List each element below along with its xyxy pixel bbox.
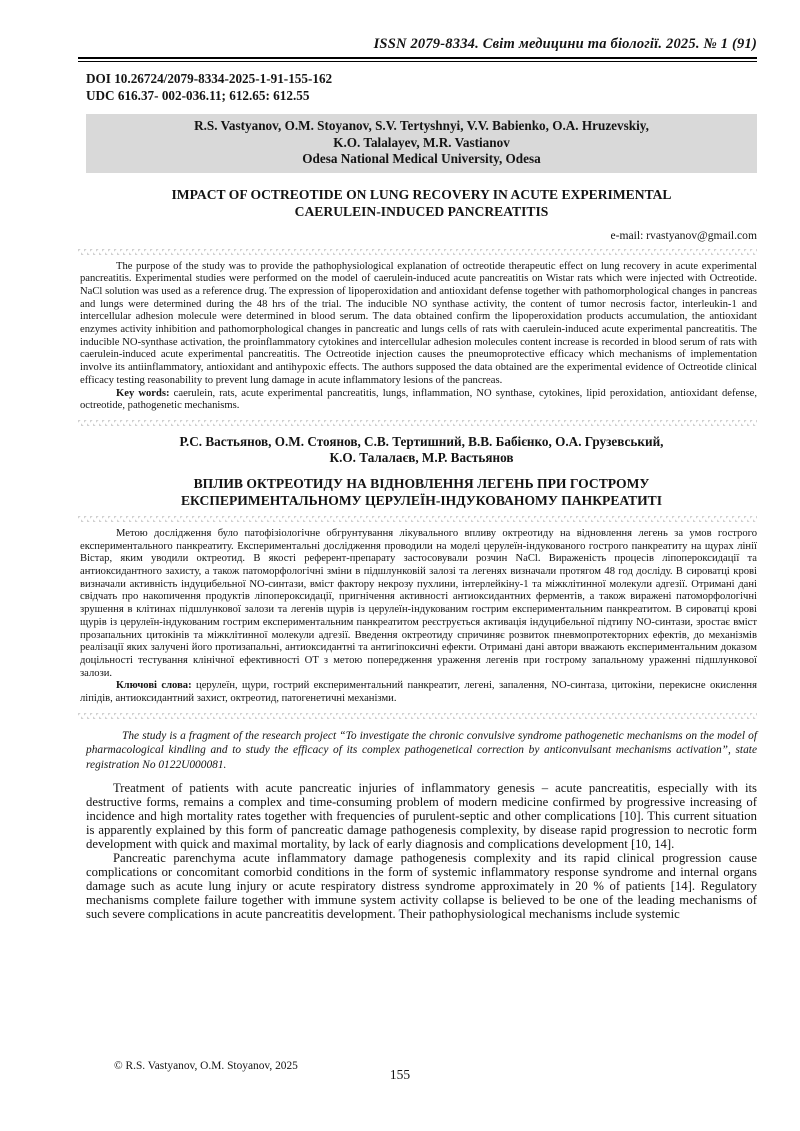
- authors-ua: [86, 434, 757, 467]
- zigzag-divider: [78, 516, 757, 522]
- research-project-note-text: The study is a fragment of the research project “To investigate the chronic convulsive syndrome pathogenetic mechanisms on the model of pharmacological kindling and to study the efficacy of its complex pathogenetical correction by anticonvulsant mechanisms activation”, state registration No 0122U000081.: [86, 729, 757, 771]
- email-line: e-mail: rvastyanov@gmail.com: [610, 228, 757, 242]
- affiliation: Odesa National Medical University, Odesa: [302, 151, 541, 166]
- article-title-en-line1: IMPACT OF OCTREOTIDE ON LUNG RECOVERY IN ACUTE EXPERIMENTAL: [171, 186, 672, 202]
- doi-udc-block: [86, 71, 757, 104]
- abstract-ua-text: Метою дослідження було патофізіологічне обгрунтування лікувального впливу октреотиду на відновлення легень за умов гострого експериментального панкреатиту. Експериментальні дослідження проводили на моделі церулеїн-індукованого гострого панкреатиту на щурах лінії Вістар, яким уводили октреотид. В якості референт-препарату застосовували розчин NaCl. Вираженість процесів ліпопероксидації та антиоксидантного захисту, а також патоморфологічні зміни в підшлунковій залозі та легенях визначали протягом 48 год досліду. В сироватці крові визначали активність індуцибельної NO-синтази, вміст фактору некрозу пухлини, інтерлейкіну-1 та міжклітинної молекули адгезії. Отримані дані свідчать про накопичення продуктів ліпопероксидації, пригнічення активності антиоксидантних ферментів, а також виражені патоморфологічні зрушення в клітинах підшлункової залози та легенів щурів із церулеїн-індукованим гострим експериментальним панкреатитом. В сироватці крові щурів із церулеїн-індукованим гострим експериментальним панкреатитом реєструється активація індуцибельної підтипу NO-синтази, зростає вміст прозапальних цитокінів та міжклітинної молекули адгезії. Введення октреотиду спричиняє розвиток пневмопротекторних ефектів, до механізмів реалізації яких залучені його протизапальні, антиоксидантні та антигіпоксичні ефекти. Отримані дані автори вважають експериментальним доказом доцільності тестування клінічної ефективності ОТ з метою попередження ураження легенів при гострому запальному ураженні підшлункової залози.: [80, 527, 757, 679]
- keywords-en: [80, 388, 757, 413]
- research-project-note: [86, 729, 757, 773]
- keywords-en-text: caerulein, rats, acute experimental pancreatitis, lungs, inflammation, NO synthase, cytokines, lipid peroxidation, antioxidant defense, octreotide, pathogenetic mechanisms.: [80, 387, 757, 412]
- abstract-en: [80, 261, 757, 413]
- zigzag-divider: [78, 713, 757, 719]
- keywords-ua-label: Ключові слова:: [116, 680, 192, 692]
- header-rule-thick: [78, 57, 757, 59]
- keywords-ua: [80, 680, 757, 705]
- page-footer: [0, 1058, 800, 1088]
- body-paragraph-1: Treatment of patients with acute pancreatic injuries of inflammatory genesis – acute pancreatitis, especially with its destructive forms, remains a complex and time-consuming problem of modern medicine confirmed by progressive increasing of incidence and high mortality rates together with frequencies of purulent-septic and other complications [10]. This current situation is apparently explained by this form of pancreatic damage pathogenesis complexity, by disease rapid progression to necrotic form development with quick and maximal mortality, by lack of early diagnosis and complications development [10, 14].: [86, 780, 757, 851]
- zigzag-divider: [78, 420, 757, 426]
- body-paragraph-2: Pancreatic parenchyma acute inflammatory damage pathogenesis complexity and its rapid clinical progression cause complications or concomitant comorbid conditions in the form of systemic inflammatory response syndrome and internal organs damage such as acute lung injury or acute respiratory distress syndrome approximately in 20 % of patients [14]. Regulatory mechanisms complete failure together with immune system activity collapse is believed to be one of the leading mechanisms of such severe complications in acute pancreatitis development. Their pathophysiological mechanisms include systemic: [86, 850, 757, 921]
- footer-copyright: © R.S. Vastyanov, O.M. Stoyanov, 2025: [114, 1060, 298, 1072]
- journal-issn-header: ISSN 2079-8334. Світ медицини та біології. 2025. № 1 (91): [373, 36, 757, 52]
- article-title-ua-line1: ВПЛИВ ОКТРЕОТИДУ НА ВІДНОВЛЕННЯ ЛЕГЕНЬ ПРИ ГОСТРОМУ: [193, 475, 650, 491]
- zigzag-divider: [78, 249, 757, 255]
- page-number: 155: [389, 1067, 411, 1082]
- authors-banner: [86, 114, 757, 173]
- authors-ua-line1: Р.С. Вастьянов, О.М. Стоянов, С.В. Тертишний, В.В. Бабієнко, О.А. Грузевський,: [179, 433, 664, 449]
- abstract-en-text: The purpose of the study was to provide the pathophysiological explanation of octreotide therapeutic effect on lung recovery in acute experimental pancreatitis. Experimental studies were performed on the model of caerulein-induced acute pancreatitis on Wistar rats which were injected with Octreotide. NaCl solution was used as a reference drug. The expression of lipoperoxidation and antioxidant defense together with pathomorphological changes in pancreas and lungs were determined during the 48 hrs of the trial. The inducible NO synthase activity, the content of tumor necrosis factor, interleukin-1 and intercellular adhesion molecule were determined in blood serum. The data obtained confirm the lipoperoxidation products accumulation, the antioxidant enzymes activity inhibition and pathomorphological changes in pancreatic and lungs cells of rats with caerulein-induced acute experimental pancreatitis. The inducible NO-synthase activation, the proinflammatory cytokines and intercellular adhesion molecules content increase is recorded in blood serum of rats with caerulein-induced acute experimental pancreatitis. The Octreotide injection causes the pneumoprotective efficacy which mechanisms of implementation involve its antiinflammatory, antioxidant and antihypoxic effects. The authors supposed the data obtained are the experimental evidence of Octreotide clinical efficacy testing reasonability to prevent lung damage in acute inflammatory lesions of the pancreas.: [80, 260, 757, 386]
- article-title-ua-line2: ЕКСПЕРИМЕНТАЛЬНОМУ ЦЕРУЛЕЇН-ІНДУКОВАНОМУ ПАНКРЕАТИТІ: [180, 492, 663, 508]
- doi-line: DOI 10.26724/2079-8334-2025-1-91-155-162: [86, 71, 333, 86]
- keywords-ua-text: церулеїн, щури, гострий експериментальний панкреатит, легені, запалення, NO-синтаза, цитокіни, перекисне окислення ліпідів, антиоксидантний захист, октреотид, патогенетичні механізми.: [80, 680, 757, 705]
- authors-line-2: K.O. Talalayev, M.R. Vastianov: [333, 134, 510, 150]
- article-title-en-line2: CAERULEIN-INDUCED PANCREATITIS: [294, 203, 549, 219]
- udc-line: UDC 616.37- 002-036.11; 612.65: 612.55: [86, 87, 310, 103]
- keywords-en-label: Key words:: [116, 387, 170, 399]
- article-body: [86, 781, 757, 921]
- article-title-ua: [86, 475, 757, 509]
- abstract-ua: [80, 528, 757, 706]
- header-rule-thin: [78, 61, 757, 62]
- authors-line-1: R.S. Vastyanov, O.M. Stoyanov, S.V. Tertyshnyi, V.V. Babienko, O.A. Hruzevskiy,: [194, 118, 649, 133]
- authors-ua-line2: К.О. Талалаєв, М.Р. Вастьянов: [329, 450, 514, 466]
- article-title-en: [86, 186, 757, 220]
